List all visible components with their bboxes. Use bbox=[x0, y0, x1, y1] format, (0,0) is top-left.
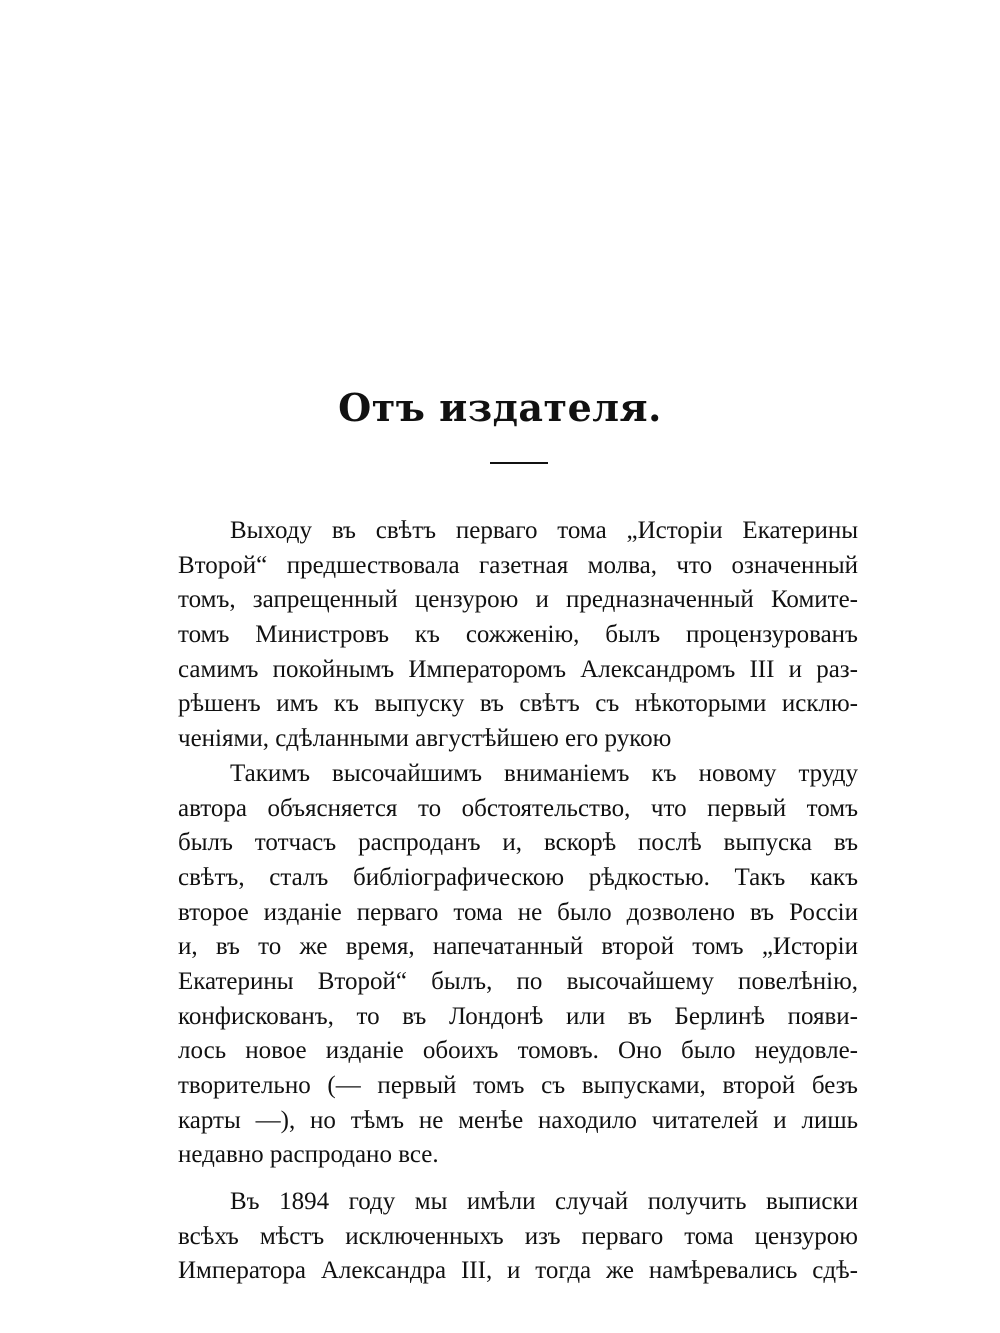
text-line: Выходу въ свѣтъ перваго тома „Исторіи Екатерины bbox=[230, 517, 858, 544]
text-line: Екатерины Второй“ былъ, по высочайшему повелѣнію, bbox=[178, 967, 858, 995]
text-line: Императора Александра III, и тогда же намѣревались сдѣ- bbox=[178, 1257, 858, 1285]
text-line: и, въ то же время, напечатанный второй томъ „Исторіи bbox=[178, 933, 858, 961]
text-line: Такимъ высочайшимъ вниманіемъ къ новому труду bbox=[230, 759, 858, 787]
page-title: Отъ издателя. bbox=[338, 385, 662, 430]
text-line: автора объясняется то обстоятельство, что первый томъ bbox=[178, 794, 858, 822]
text-line: творительно (— первый томъ съ выпусками, второй безъ bbox=[178, 1072, 858, 1099]
text-line: карты —), но тѣмъ не менѣе находило читателей и лишь bbox=[178, 1106, 858, 1134]
text-line: лось новое изданіе обоихъ томовъ. Оно было неудовле- bbox=[178, 1037, 858, 1065]
body-text bbox=[178, 514, 858, 1289]
paragraph-gap bbox=[178, 1173, 858, 1185]
text-line: самимъ покойнымъ Императоромъ Александромъ III и раз- bbox=[178, 655, 858, 683]
text-line: былъ тотчасъ распроданъ и, вскорѣ послѣ выпуска въ bbox=[178, 829, 858, 857]
text-line: второе изданіе перваго тома не было дозволено въ Россіи bbox=[178, 898, 858, 926]
text-line: свѣтъ, сталъ библіографическою рѣдкостью. Такъ какъ bbox=[178, 863, 858, 891]
text-line: Второй“ предшествовала газетная молва, что означенный bbox=[178, 551, 858, 579]
text-line: конфискованъ, то въ Лондонѣ или въ Берлинѣ появи- bbox=[178, 1002, 858, 1030]
text-line: всѣхъ мѣстъ исключенныхъ изъ перваго тома цензурою bbox=[178, 1222, 858, 1250]
title-divider bbox=[490, 462, 548, 464]
text-line: ченіями, сдѣланными августѣйшею его рукою bbox=[178, 725, 672, 753]
text-line: Въ 1894 году мы имѣли случай получить выписки bbox=[230, 1188, 858, 1216]
text-line: недавно распродано все. bbox=[178, 1141, 439, 1169]
text-line: томъ, запрещенный цензурою и предназначенный Комите- bbox=[178, 586, 858, 614]
text-line: рѣшенъ имъ къ выпуску въ свѣтъ съ нѣкоторыми исклю- bbox=[178, 690, 858, 718]
text-line: томъ Министровъ къ сожженію, былъ процензурованъ bbox=[178, 621, 858, 649]
